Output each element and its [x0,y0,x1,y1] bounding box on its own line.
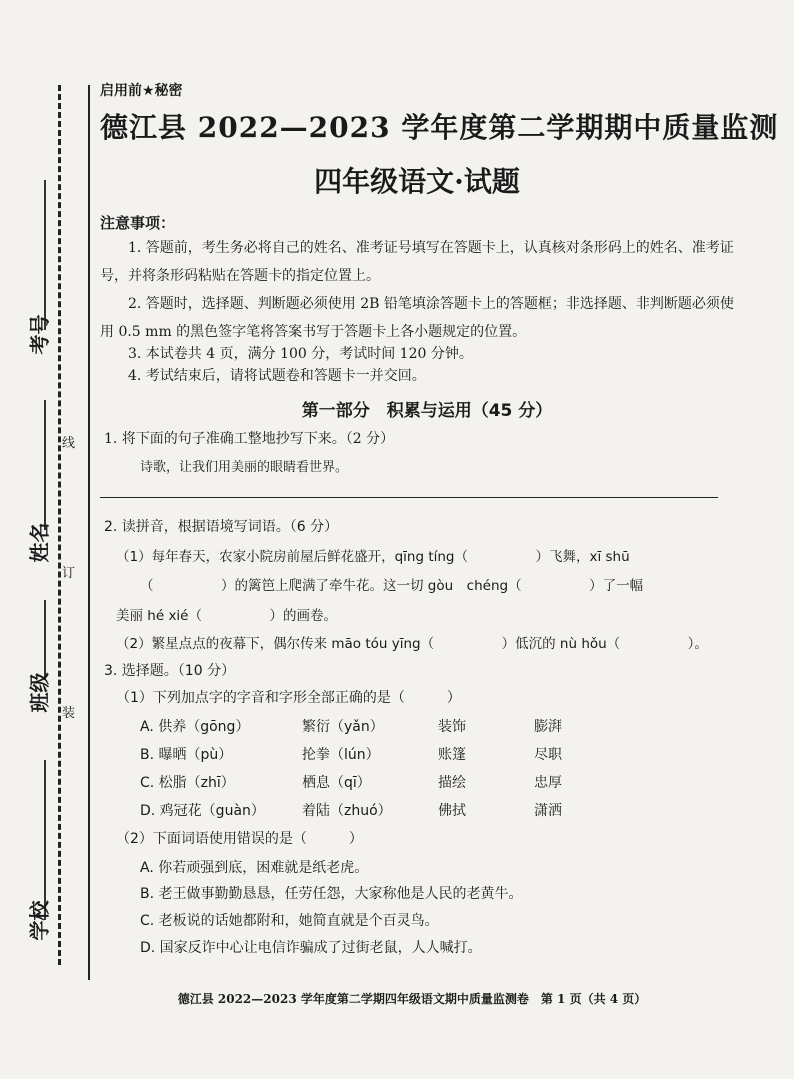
option-d-4: 潇洒 [534,803,562,819]
question-2-line-1: （1）每年春天，农家小院房前屋后鲜花盛开，qīng tíng（ ）飞舞，xī shū [116,549,630,565]
option-a-1[interactable]: A. 供养（gōng） [140,719,250,735]
binding-char-ding: 订 [62,566,76,581]
question-2-line-4: （2）繁星点点的夜幕下，偶尔传来 māo tóu yīng（ ）低沉的 nù hǒu（ ）。 [116,636,708,652]
option-a-3: 装饰 [438,719,466,735]
binding-char-zhuang: 装 [62,706,76,721]
option-b-1[interactable]: B. 曝晒（pù） [140,747,233,763]
binding-solid-line [88,85,90,980]
option-c-3: 描绘 [438,775,466,791]
option-2-a[interactable]: A. 你若顽强到底，困难就是纸老虎。 [140,860,369,876]
option-b-2: 抡拳（lún） [302,747,380,763]
school-label: 学校 [27,900,52,941]
exam-number-blank-line [44,180,46,330]
school-blank-line [44,760,46,920]
option-c-2: 栖息（qī） [302,775,371,791]
option-d-2: 着陆（zhuó） [302,803,392,819]
option-d-1[interactable]: D. 鸡冠花（guàn） [140,803,265,819]
question-3-stem: 3. 选择题。（10 分） [104,663,236,679]
option-a-4: 膨湃 [534,719,562,735]
question-1-answer-line[interactable] [100,497,718,498]
option-b-3: 账篷 [438,747,466,763]
page-footer: 德江县 2022—2023 学年度第二学期四年级语文期中质量监测卷 第 1 页（共 4 页） [177,992,647,1006]
class-label: 班级 [27,672,52,713]
question-3-2-stem: （2）下面词语使用错误的是（ ） [116,831,363,847]
option-b-4: 尽职 [534,747,562,763]
notes-heading: 注意事项： [100,214,176,232]
name-label: 姓名 [27,522,52,563]
question-2-stem: 2. 读拼音，根据语境写词语。（6 分） [104,519,339,535]
exam-title: 德江县 2022—2023 学年度第二学期期中质量监测 [100,111,779,144]
option-2-b[interactable]: B. 老王做事勤勤恳恳，任劳任怨，大家称他是人民的老黄牛。 [140,886,523,902]
question-1-stem: 1. 将下面的句子准确工整地抄写下来。（2 分） [104,431,395,447]
option-a-2: 繁衍（yǎn） [302,719,384,735]
exam-number-label: 考号 [27,314,52,355]
option-c-1[interactable]: C. 松脂（zhī） [140,775,235,791]
note-item-2: 2. 答题时，选择题、判断题必须使用 2B 铅笔填涂答题卡上的答题框；非选择题、非判断题必须使用 0.5 mm 的黑色签字笔将答案书写于答题卡上各小题规定的位置。 [100,296,734,340]
class-blank-line [44,600,46,680]
section-title: 第一部分 积累与运用（45 分） [301,401,553,421]
question-2-line-2: （ ）的篱笆上爬满了牵牛花。这一切 gòu chéng（ ）了一幅 [140,578,644,594]
note-item-3: 3. 本试卷共 4 页，满分 100 分，考试时间 120 分钟。 [128,346,473,362]
question-1-sentence: 诗歌，让我们用美丽的眼睛看世界。 [140,460,349,475]
option-2-c[interactable]: C. 老板说的话她都附和，她简直就是个百灵鸟。 [140,913,439,929]
binding-char-xian: 线 [62,436,76,451]
exam-subtitle: 四年级语文·试题 [314,165,520,198]
question-2-line-3: 美丽 hé xié（ ）的画卷。 [116,608,337,624]
note-item-4: 4. 考试结束后，请将试题卷和答题卡一并交回。 [128,368,426,384]
confidential-mark: 启用前★秘密 [100,83,183,99]
option-c-4: 忠厚 [534,775,562,791]
option-2-d[interactable]: D. 国家反诈中心让电信诈骗成了过街老鼠，人人喊打。 [140,940,482,956]
question-3-1-stem: （1）下列加点字的字音和字形全部正确的是（ ） [116,690,461,706]
option-d-3: 佛拭 [438,803,466,819]
note-item-1: 1. 答题前，考生务必将自己的姓名、准考证号填写在答题卡上，认真核对条形码上的姓名、准考证号，并将条形码粘贴在答题卡的指定位置上。 [100,240,734,284]
binding-dashed-line [58,85,61,965]
